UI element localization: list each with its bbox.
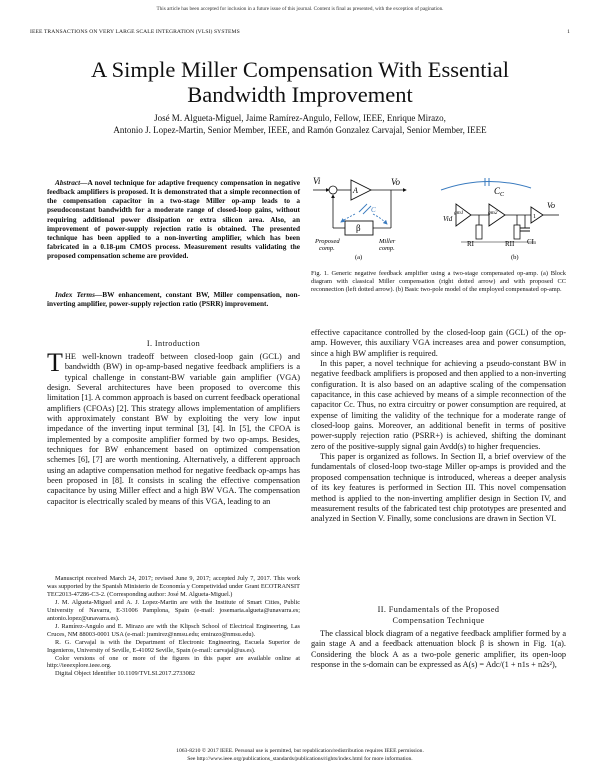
output-label-vo: Vo bbox=[391, 177, 400, 187]
section-2-paragraph-1: The classical block diagram of a negative feedback amplifier formed by a gain stage A and a feedback attenuation block β is shown in Fig. 1(a). Considering the block A as a two-pole generic amplifier, its open-loop response in the s-domain can be expressed as A(s) = Adc/(1 + n1s + n2s²), bbox=[311, 629, 566, 670]
miller-arrow bbox=[373, 214, 387, 224]
running-head bbox=[30, 29, 570, 35]
vid-label: Vid bbox=[443, 215, 453, 223]
ri-label: RI bbox=[467, 240, 474, 248]
miller-label-1: Miller bbox=[379, 238, 396, 245]
footnote-affiliation-1: J. M. Algueta-Miguel and A. J. Lopez-Martin are with the Institute of Smart Cities, Public University of Navarra, E-31006 Pamplona, Spain (e-mail: josemaria.algueta@unavarra.es; antonio.lopez@unavarra.es). bbox=[47, 598, 300, 622]
acceptance-notice: This article has been accepted for inclusion in a future issue of this journal. Content is final as presented, with the exception of pagination. bbox=[156, 6, 444, 12]
beta-label: β bbox=[356, 223, 361, 233]
copyright-line: 1063-8210 © 2017 IEEE. Personal use is permitted, but republication/redistribution requires IEEE permission. bbox=[176, 748, 424, 754]
intro-paragraph-2: effective capacitance controlled by the closed-loop gain (GCL) of the op-amp. However, this auxiliary VGA increases area and power consumption, since a high BW amplifier is required. bbox=[311, 328, 566, 358]
index-terms bbox=[47, 290, 300, 308]
section-2-heading-line-2: Compensation Technique bbox=[392, 616, 485, 625]
block-diagram-a bbox=[313, 176, 406, 261]
part-a-label: (a) bbox=[355, 254, 363, 261]
title-line-1: A Simple Miller Compensation With Essential bbox=[90, 57, 510, 82]
figure-1-diagram bbox=[311, 170, 571, 274]
introduction-text: HE well-known tradeoff between closed-loop gain (GCL) and bandwidth (BW) in op-amp-based negative feedback amplifiers is a typical challenge in constant-BW variable gain amplifier (VGA) design. Several architectures have been proposed to overcome this limitation [1]. A common approach is based on current feedback operational amplifiers (CFOAs) [2]. This strategy allows implementation of amplifiers with approximately constant BW by exploiting the very low input impedance of the inverting input terminal [3], [4]. In [5], the CFOA is implemented by a composite amplifier formed by two op-amps. Besides, techniques for BW enhancement based on optimized compensation schemes [6], [7] are worth mentioning. Alternatively, a different approach using an adaptive compensation method for negative feedback op-amps has been proposed in [8]. It consists in scaling the effective compensation capacitance by using Miller effect and a high BW VGA. The compensation capacitor is electrically scaled by means of this VGA, leading to an bbox=[47, 352, 300, 506]
intro-paragraph-3: In this paper, a novel technique for achieving a pseudo-constant BW in negative feedback amplifiers is proposed and then applied to a non-inverting configuration. It is also based on an adaptive scaling of the compensation capacitance, in this case achieved by means of a simple reconnection of the capacitor Cc. Thus, no extra circuitry or power consumption are required, at expense of limiting the validity of the technique for a moderate range of closed-loop gains. Moreover, an additional benefit in terms of positive power-supply rejection ratio (PSRR+) is achieved, shifting the dominant zero of the positive-supply signal gain Avdd(s) to higher frequencies. bbox=[311, 359, 566, 451]
index-terms-text: —BW enhancement, constant BW, Miller compensation, non-inverting amplifier, power-supply rejection ratio (PSRR) improvement. bbox=[47, 290, 301, 309]
introduction-body bbox=[47, 348, 300, 507]
copyright-footer bbox=[0, 747, 600, 763]
rii-label: RII bbox=[505, 240, 515, 248]
authors-line-1: José M. Algueta-Miguel, Jaime Ramírez-Angulo, Fellow, IEEE, Enrique Mirazo, bbox=[154, 113, 446, 123]
miller-label-2: comp. bbox=[379, 245, 395, 252]
section-2-heading bbox=[311, 604, 566, 626]
footnotes bbox=[47, 575, 300, 678]
introduction-continued bbox=[311, 328, 566, 525]
footnote-affiliation-2: J. Ramírez-Angulo and E. Mirazo are with the Klipsch School of Electrical Engineering, Las Cruces, NM 88003-0001 USA (e-mail: jramirez@nmsu.edu; emirazo@nmsu.edu). bbox=[47, 622, 300, 638]
proposed-label-1: Proposed bbox=[315, 238, 340, 245]
cc-label-a: C bbox=[371, 206, 376, 214]
figure-1-caption: Fig. 1. Generic negative feedback amplifier using a two-stage compensated op-amp. (a) Block diagram with classical Miller compensation (right dotted arrow) and with proposed CC reconnection (left dotted arrow). (b) Basic two-pole model of the employed compensated op-amp. bbox=[311, 270, 566, 293]
page-number: 1 bbox=[567, 29, 570, 35]
part-b-label: (b) bbox=[511, 254, 519, 261]
author-list bbox=[40, 113, 560, 136]
gm2-label: gm2 bbox=[488, 210, 498, 216]
footnote-doi: Digital Object Identifier 10.1109/TVLSI.2017.2733082 bbox=[55, 670, 196, 678]
footnote-affiliation-3: R. G. Carvajal is with the Department of Electronic Engineering, Escuela Superior de Ingenieros, University of Seville, E-41092 Seville, Spain (e-mail: carvajal@us.es). bbox=[47, 638, 300, 654]
abstract-text: —A novel technique for adaptive frequency compensation in negative feedback amplifiers is proposed. It is demonstrated that a simple reconnection of the compensation capacitor in a two-stage Miller op-amp leads to a pseudoconstant bandwidth for a moderate range of closed-loop gains, without requiring additional power dissipation or extra silicon area. Also, an improvement of power-supply rejection ratio is obtained. The presented technique has been applied to a non-inverting amplifier, which has been fabricated in a 0.18-μm CMOS process. Measurement results validating the proposed compensation scheme are provided. bbox=[47, 178, 300, 261]
title-line-2: Bandwidth Improvement bbox=[187, 82, 413, 107]
abstract-label: Abstract bbox=[55, 178, 81, 187]
section-2-body bbox=[311, 629, 566, 670]
amplifier-a-label: A bbox=[353, 186, 358, 195]
summing-node bbox=[329, 186, 337, 194]
vo-label-b: Vo bbox=[547, 201, 555, 210]
input-label-vi: Vi bbox=[313, 176, 321, 186]
abstract bbox=[47, 178, 300, 260]
intro-paragraph-4: This paper is organized as follows. In Section II, a brief overview of the fundamentals of closed-loop two-stage Miller op-amps is provided and the proposed compensation technique is introduced, whereas a deeper analysis of its key features is performed in Section III. This novel compensation method is applied to the non-inverting amplifier design in Section IV, and measurement results of the fabricated test chip prototypes are presented and analyzed in Section V. Finally, some conclusions are drawn in Section VI. bbox=[311, 452, 566, 524]
journal-name: IEEE TRANSACTIONS ON VERY LARGE SCALE INTEGRATION (VLSI) SYSTEMS bbox=[30, 29, 240, 35]
authors-line-2: Antonio J. Lopez-Martin, Senior Member, IEEE, and Ramón Gonzalez Carvajal, Senior Member, IEEE bbox=[113, 124, 487, 135]
two-pole-model-b bbox=[441, 178, 559, 261]
section-1-heading: I. Introduction bbox=[146, 339, 201, 348]
proposed-label-2: comp. bbox=[319, 245, 335, 252]
rights-link-line: See http://www.ieee.org/publications_standards/publications/rights/index.html for more information. bbox=[187, 756, 413, 762]
resistor-rii bbox=[514, 225, 520, 239]
paper-title bbox=[40, 57, 560, 107]
cc-label-b: $C_C$ bbox=[494, 186, 505, 198]
footnote-manuscript: Manuscript received March 24, 2017; revised June 9, 2017; accepted July 7, 2017. This work was supported by the Spanish Ministerio de Economía y Competividad under Grant ECOTRANSIT TEC2013-47286-C3-2. (Corresponding author: José M. Algueta-Miguel.) bbox=[47, 575, 300, 598]
resistor-ri bbox=[476, 225, 482, 239]
cl-label: CL bbox=[527, 238, 536, 246]
index-terms-label: Index Terms bbox=[55, 290, 95, 299]
gm1-label: gm1 bbox=[454, 210, 464, 216]
footnote-color: Color versions of one or more of the figures in this paper are available online at http://ieeexplore.ieee.org. bbox=[47, 654, 300, 670]
figure-1 bbox=[311, 170, 571, 274]
section-2-heading-line-1: II. Fundamentals of the Proposed bbox=[377, 605, 500, 614]
buffer-label: 1 bbox=[533, 214, 536, 220]
drop-cap: T bbox=[47, 348, 63, 377]
